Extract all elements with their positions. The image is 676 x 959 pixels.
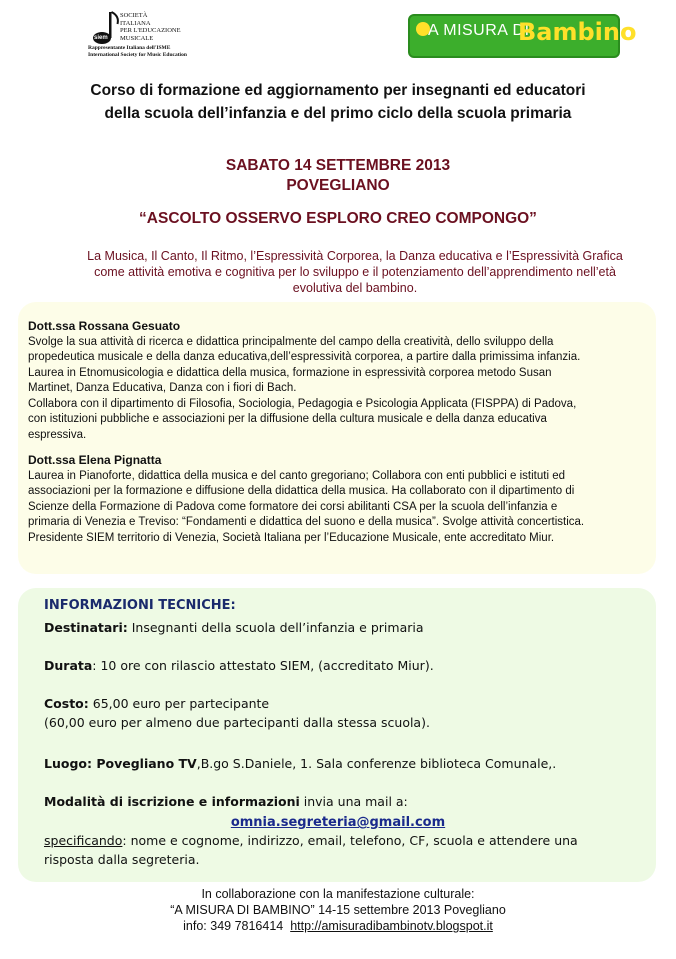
event-place: POVEGLIANO xyxy=(286,177,390,194)
info-modalita: Modalità di iscrizione e informazioni invia una mail a: xyxy=(44,794,408,809)
footer-collab: In collaborazione con la manifestazione culturale: xyxy=(201,887,475,901)
info-title: INFORMAZIONI TECNICHE: xyxy=(44,598,236,613)
info-luogo: Luogo: Povegliano TV,B.go S.Daniele, 1. Sala conferenze biblioteca Comunale,. xyxy=(44,756,557,771)
footer-event: “A MISURA DI BAMBINO” 14-15 settembre 2013 Povegliano xyxy=(170,903,506,917)
bio-name: Dott.ssa Rossana Gesuato xyxy=(28,319,181,333)
info-costo: Costo: 65,00 euro per partecipante (60,00 euro per almeno due partecipanti dalla stessa scuola). xyxy=(44,696,430,730)
bio-pignatta: Dott.ssa Elena Pignatta Laurea in Pianoforte, didattica della musica e del canto gregoriano; Collabora con enti pubblici e istituti ed associazioni per la formazione e diffusione della didattica della musica. Ha collaborato con il dipartimento di Scienze della Formazione di Padova come formatore dei corsi abilitanti CSA per la scuola dell’infanzia e primaria di Venezia e Treviso: “Fondamenti e didattica del suono e della musica”. Svolge attività concertistica. Presidente SIEM territorio di Venezia, Società Italiana per l’Educazione Musicale, ente accreditato Miur. xyxy=(28,453,640,546)
course-title: “ASCOLTO OSSERVO ESPLORO CREO COMPONGO” xyxy=(139,210,537,227)
intro-text: La Musica, Il Canto, Il Ritmo, l’Espressività Corporea, la Danza educativa e l’Espressività Grafica come attività emotiva e cognitiva per lo sviluppo e il potenziamento dell’apprendimento nell’età evolutiva del bambino. xyxy=(87,249,623,295)
course-heading-line2: della scuola dell’infanzia e del primo ciclo della scuola primaria xyxy=(104,105,572,122)
course-heading-line1: Corso di formazione ed aggiornamento per insegnanti ed educatori xyxy=(90,82,586,99)
blog-link[interactable]: http://amisuradibambinotv.blogspot.it xyxy=(290,919,493,933)
info-destinatari: Destinatari: Insegnanti della scuola dell’infanzia e primaria xyxy=(44,620,424,635)
event-date: SABATO 14 SETTEMBRE 2013 xyxy=(225,157,451,174)
info-specificando: specificando: nome e cognome, indirizzo, email, telefono, CF, scuola e attendere una risposta dalla segreteria. xyxy=(44,833,578,867)
email-link[interactable]: omnia.segreteria@gmail.com xyxy=(230,815,446,830)
siem-subtitle: Rappresentante Italiana dell'ISME International Society for Music Education xyxy=(88,45,187,58)
amisura-logo-text: A MISURA DI xyxy=(428,22,530,39)
info-durata: Durata: 10 ore con rilascio attestato SIEM, (accreditato Miur). xyxy=(44,658,434,673)
bio-gesuato: Dott.ssa Rossana Gesuato Svolge la sua attività di ricerca e didattica principalmente del campo della creatività, dello sviluppo della propedeutica musicale e della danza educativa,dell’espressività corporea, a partire dalla primissima infanzia. Laurea in Etnomusicologia e didattica della musica, formazione in espressività corporea metodo Susan Martinet, Danza Educativa, Danza con i fiori di Bach. Collabora con il dipartimento di Filosofia, Sociologia, Pedagogia e Psicologia Applicata (FISPPA) di Padova, con istituzioni pubbliche e associazioni per la diffusione della cultura musicale e della danza educativa espressiva. xyxy=(28,319,640,443)
siem-badge: siem xyxy=(94,35,108,41)
bio-name: Dott.ssa Elena Pignatta xyxy=(28,453,162,467)
amisura-logo-bambino: Bambino xyxy=(518,18,637,46)
siem-name: SOCIETÀ ITALIANA PER L'EDUCAZIONE MUSICALE xyxy=(120,12,181,42)
footer-info: info: 349 7816414 http://amisuradibambinotv.blogspot.it xyxy=(183,919,493,933)
